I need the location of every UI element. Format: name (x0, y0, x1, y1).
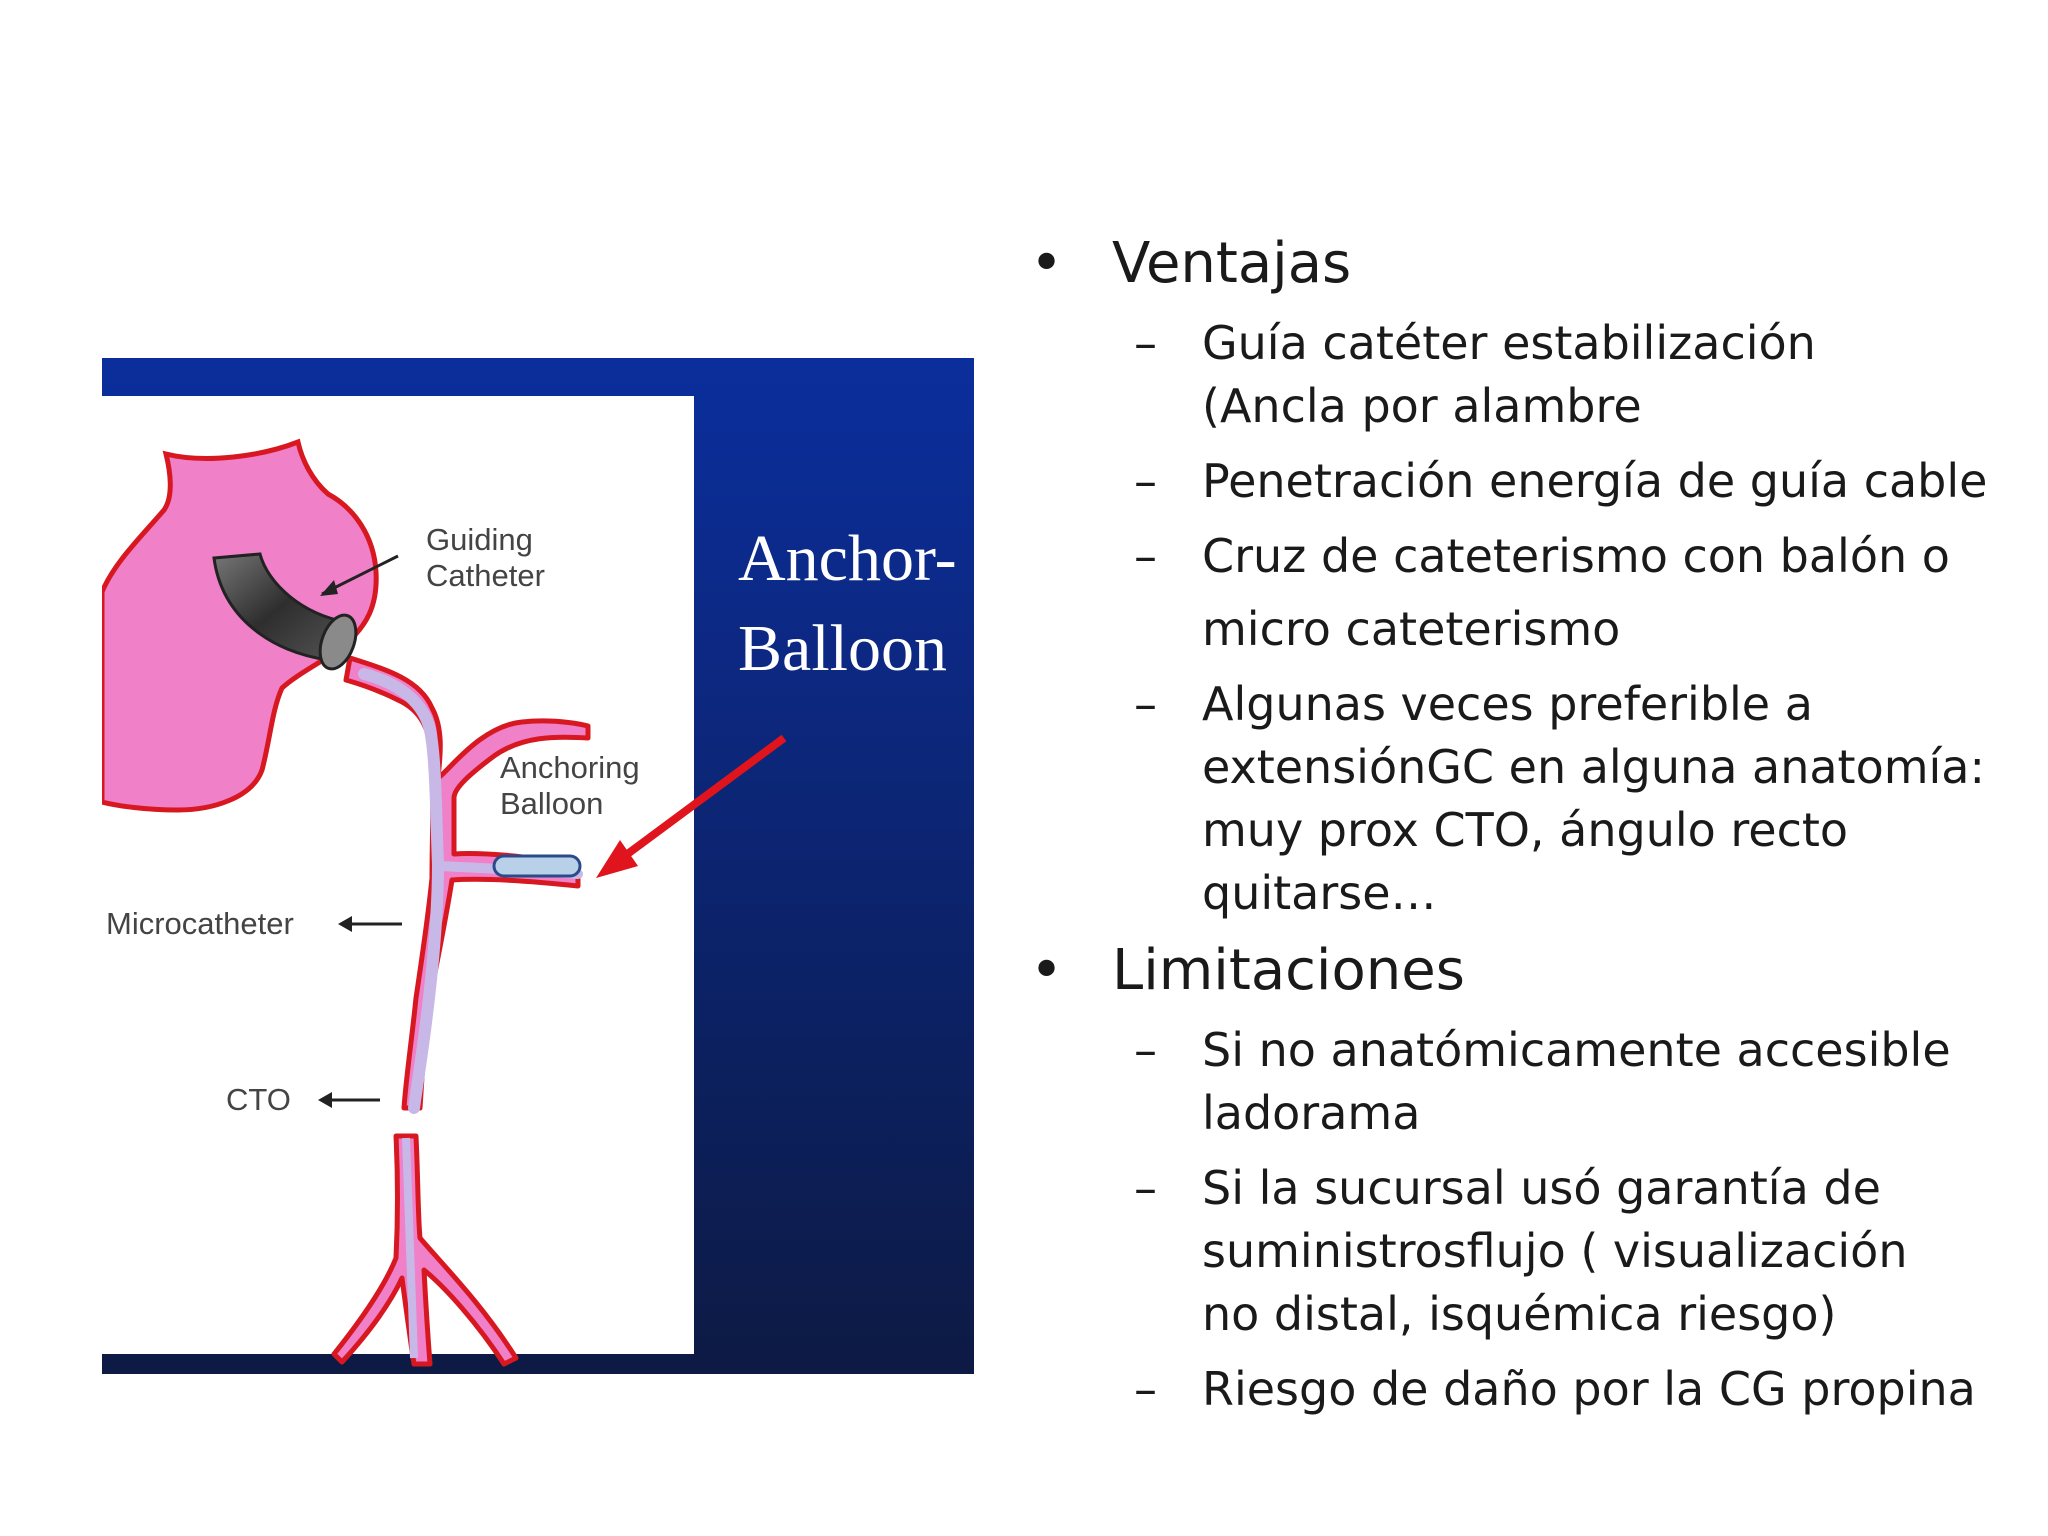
item-line: no distal, isquémica riesgo) (1202, 1287, 1837, 1341)
guiding-label-2: Catheter (426, 558, 545, 593)
sub-item (1030, 525, 2030, 661)
cto-label: CTO (226, 1082, 291, 1117)
item-line: Penetración energía de guía cable (1202, 454, 1988, 508)
sub-item (1030, 1157, 2030, 1346)
anchoring-label-1: Anchoring (500, 750, 640, 785)
anchor-balloon-figure (102, 358, 974, 1374)
item-line: suministrosflujo ( visualización (1202, 1224, 1908, 1278)
item-line: quitarse… (1202, 866, 1437, 920)
sub-item (1030, 450, 2030, 513)
item-line: Riesgo de daño por la CG propina (1202, 1362, 1976, 1416)
item-line: (Ancla por alambre (1202, 379, 1642, 433)
dash-mark: – (1134, 454, 1157, 508)
bullet-mark: • (1030, 938, 1064, 1003)
dash-mark: – (1134, 677, 1157, 731)
anchor-title-1: Anchor- (738, 522, 957, 595)
bullet-mark: • (1030, 231, 1064, 296)
dash-mark: – (1134, 1161, 1157, 1215)
dash-mark: – (1134, 316, 1157, 370)
item-line: Si no anatómicamente accesible (1202, 1023, 1951, 1077)
sub-item (1030, 1358, 2030, 1421)
bullet-title: Limitaciones (1112, 938, 1465, 1003)
item-line: ladorama (1202, 1086, 1421, 1140)
item-line: extensiónGC en alguna anatomía: (1202, 740, 1985, 794)
microcatheter-label: Microcatheter (106, 906, 294, 941)
item-line: Si la sucursal usó garantía de (1202, 1161, 1881, 1215)
sub-item (1030, 312, 2030, 438)
dash-mark: – (1134, 529, 1157, 583)
bullet-title: Ventajas (1112, 231, 1352, 296)
item-line: micro cateterismo (1202, 602, 1621, 656)
anchoring-label-2: Balloon (500, 786, 604, 821)
item-line: Algunas veces preferible a (1202, 677, 1813, 731)
item-line: muy prox CTO, ángulo recto (1202, 803, 1849, 857)
bullet-list (1030, 230, 2030, 1433)
bullet-limitaciones (1030, 937, 2030, 1005)
anchor-balloon-diagram (102, 358, 974, 1374)
item-line: Cruz de cateterismo con balón o (1202, 529, 1950, 583)
item-line: Guía catéter estabilización (1202, 316, 1816, 370)
dash-mark: – (1134, 1362, 1157, 1416)
sub-item (1030, 1019, 2030, 1145)
bullet-ventajas (1030, 230, 2030, 298)
guiding-label-1: Guiding (426, 522, 533, 557)
sub-item (1030, 673, 2030, 925)
anchor-title-2: Balloon (738, 612, 947, 685)
anchoring-balloon (494, 856, 580, 876)
dash-mark: – (1134, 1023, 1157, 1077)
